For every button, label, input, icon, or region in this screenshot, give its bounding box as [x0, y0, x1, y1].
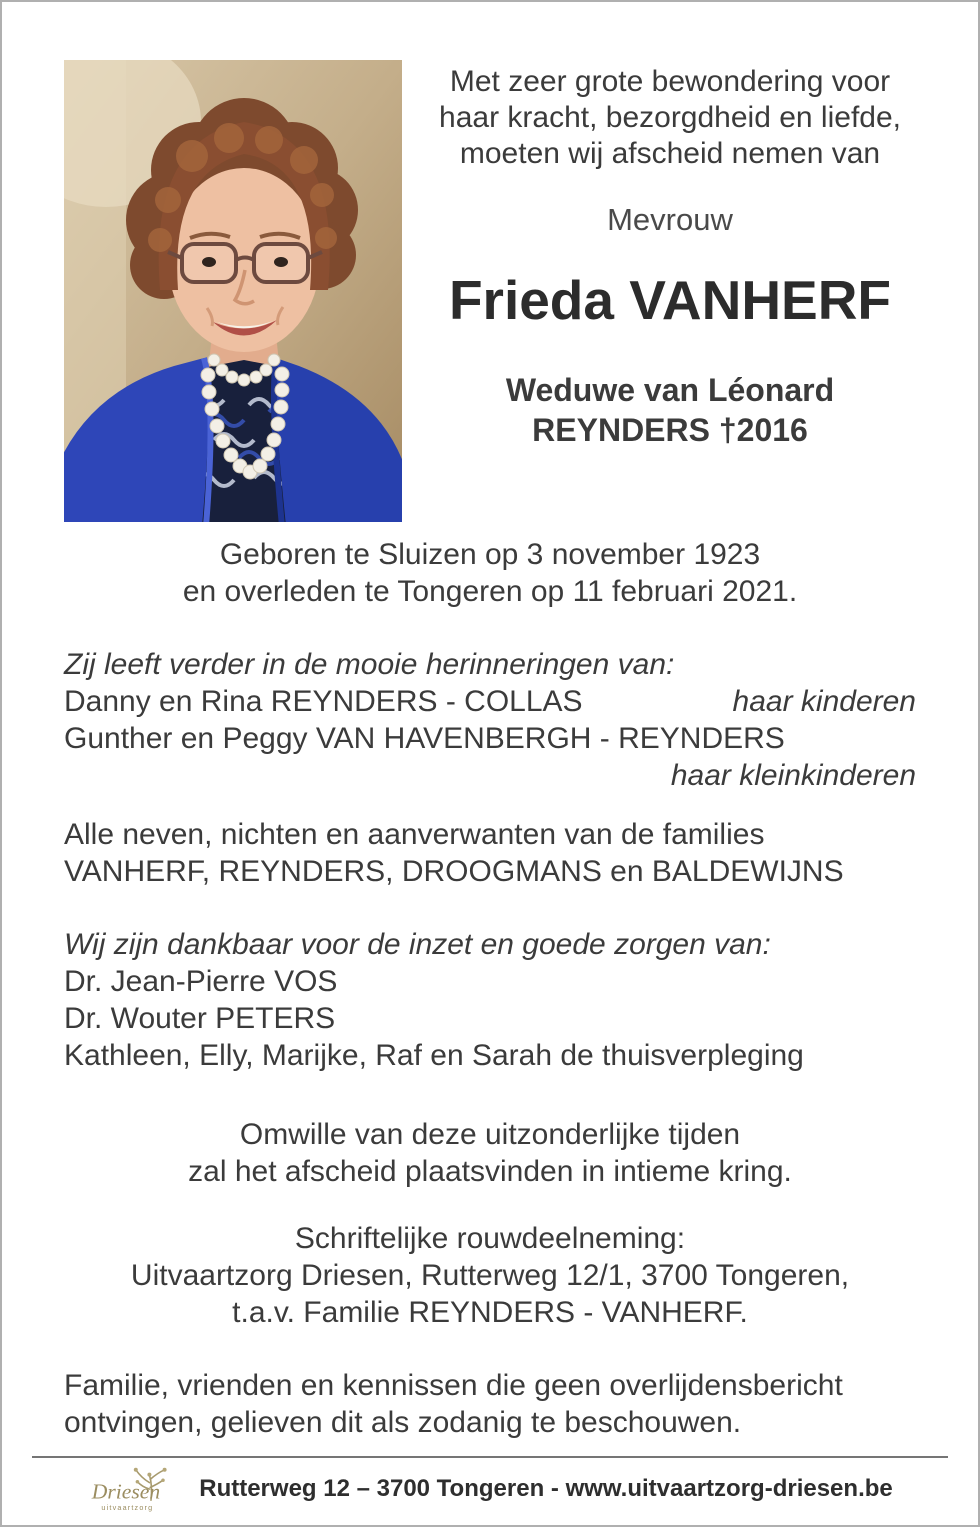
condolence-line: Schriftelijke rouwdeelneming: [294, 1222, 686, 1255]
driesen-logo-icon [87, 1463, 183, 1515]
footer-address: Rutterweg 12 – 3700 Tongeren - www.uitvaartzorg-driesen.be [199, 1475, 893, 1502]
memories-section [64, 646, 916, 794]
intro-line: haar kracht, bezorgdheid en liefde, [439, 101, 901, 134]
birth-line: Geboren te Sluizen op 3 november 1923 [219, 538, 761, 571]
relation-label: haar kleinkinderen [670, 759, 916, 792]
salutation: Mevrouw [607, 202, 733, 237]
footer [32, 1456, 948, 1525]
memory-entry [64, 683, 916, 720]
condolence-section [64, 1220, 916, 1331]
death-line: en overleden te Tongeren op 11 februari 2021. [182, 575, 798, 608]
portrait-photo-illustration [64, 60, 402, 522]
announcement-body [2, 536, 978, 1441]
farewell-line: Omwille van deze uitzonderlijke tijden [239, 1118, 741, 1151]
intro-line: moeten wij afscheid nemen van [459, 137, 881, 170]
condolence-line: t.a.v. Familie REYNDERS - VANHERF. [232, 1296, 748, 1329]
logo-subtext: uitvaartzorg [101, 1502, 154, 1512]
deceased-name: Frieda VANHERF [448, 269, 892, 331]
widow-of-line: Weduwe van Léonard [505, 372, 835, 408]
gratitude-line: Kathleen, Elly, Marijke, Raf en Sarah de thuisverpleging [64, 1039, 804, 1072]
driesen-logo [87, 1463, 183, 1515]
memories-heading: Zij leeft verder in de mooie herinneringen van: [64, 648, 675, 681]
relative-names: Danny en Rina REYNDERS - COLLAS [64, 685, 583, 718]
portrait-photo [64, 60, 402, 522]
farewell-line: zal het afscheid plaatsvinden in intieme kring. [188, 1155, 792, 1188]
top-section [2, 2, 978, 522]
announcement-header [402, 60, 938, 522]
condolence-line: Uitvaartzorg Driesen, Rutterweg 12/1, 3700 Tongeren, [130, 1259, 850, 1292]
notice-line: ontvingen, gelieven dit als zodanig te beschouwen. [64, 1406, 742, 1439]
gratitude-line: Dr. Wouter PETERS [64, 1002, 336, 1035]
farewell-section [64, 1116, 916, 1190]
footer-row [32, 1458, 948, 1525]
widow-of-block [402, 370, 938, 450]
family-line: VANHERF, REYNDERS, DROOGMANS en BALDEWIJNS [64, 855, 844, 888]
relation-label: haar kinderen [732, 685, 916, 718]
gratitude-section [64, 926, 916, 1074]
family-line: Alle neven, nichten en aanverwanten van de families [64, 818, 765, 851]
logo-wordmark: Driesen [92, 1479, 161, 1504]
life-dates [64, 536, 916, 610]
relative-names: Gunther en Peggy VAN HAVENBERGH - REYNDERS [64, 722, 785, 755]
family-section [64, 816, 916, 890]
gratitude-line: Dr. Jean-Pierre VOS [64, 965, 338, 998]
notice-line: Familie, vrienden en kennissen die geen overlijdensbericht [64, 1369, 843, 1402]
intro-line: Met zeer grote bewondering voor [449, 65, 891, 98]
widow-of-line: REYNDERS †2016 [532, 412, 808, 448]
gratitude-heading: Wij zijn dankbaar voor de inzet en goede zorgen van: [64, 928, 771, 961]
notice-section [64, 1367, 916, 1441]
